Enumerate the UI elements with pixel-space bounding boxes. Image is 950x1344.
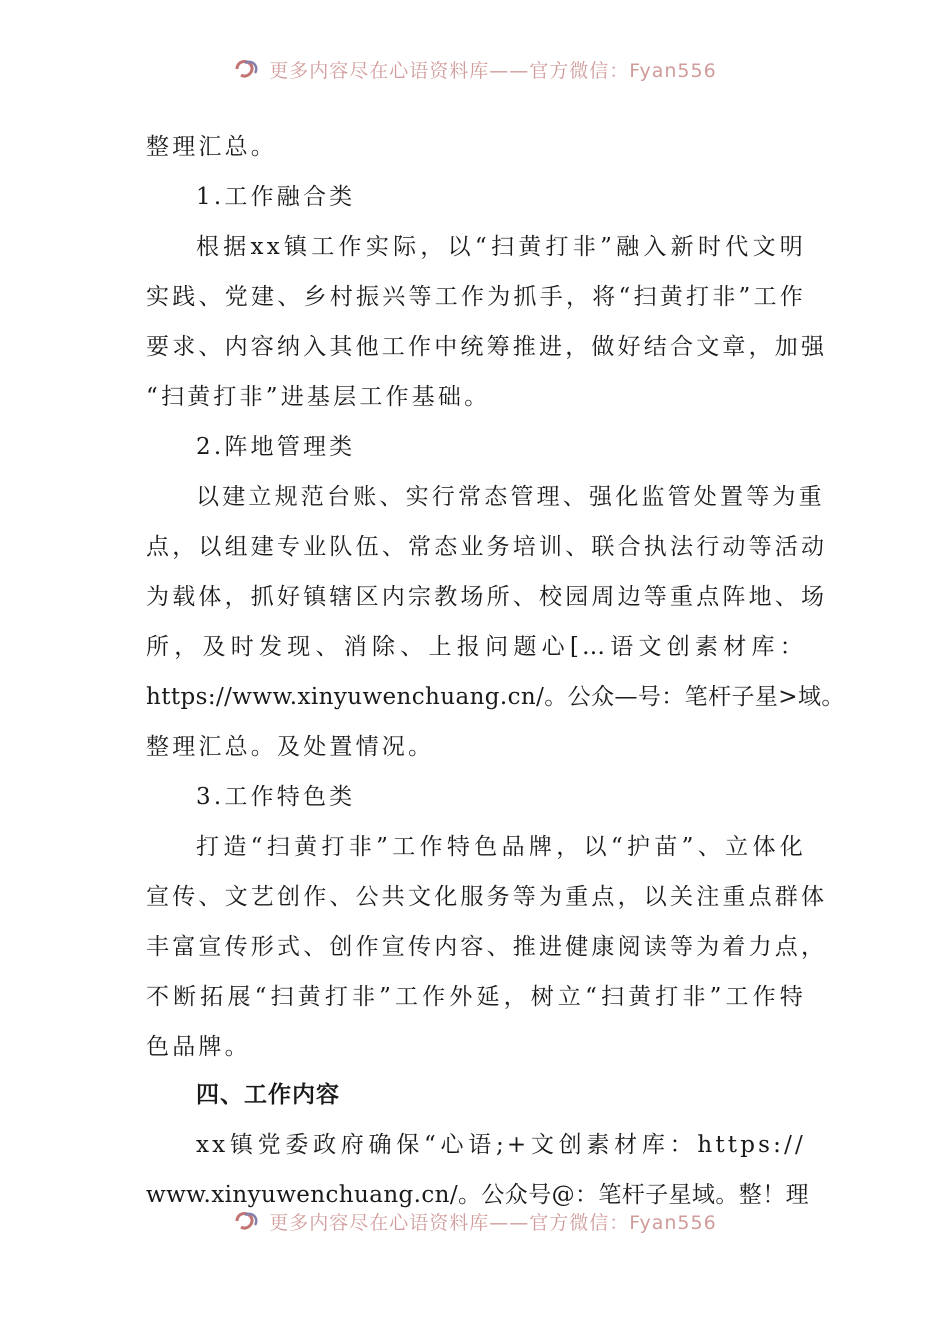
- section-title: 2.阵地管理类: [196, 434, 356, 460]
- text-line: 根据xx镇工作实际，以“扫黄打非”融入新时代文明: [196, 234, 806, 260]
- text-line: www.xinyuwenchuang.cn/。公众号@：笔杆子星域。整！理: [146, 1182, 810, 1208]
- section-title: 3.工作特色类: [196, 784, 356, 810]
- logo-icon: [233, 1209, 261, 1233]
- text-line: https://www.xinyuwenchuang.cn/。公众—号：笔杆子星>域。: [146, 684, 845, 710]
- section-title: 1.工作融合类: [196, 184, 356, 210]
- text-line: 所，及时发现、消除、上报问题心[…语文创素材库：: [146, 634, 806, 660]
- chapter-heading: 四、工作内容: [196, 1082, 340, 1108]
- text-line: 整理汇总。: [146, 134, 277, 160]
- text-line: 不断拓展“扫黄打非”工作外延，树立“扫黄打非”工作特: [146, 984, 806, 1010]
- text-line: 整理汇总。及处置情况。: [146, 734, 435, 760]
- watermark-footer: [0, 1206, 950, 1236]
- text-line: 丰富宣传形式、创作宣传内容、推进健康阅读等为着力点，: [146, 934, 828, 960]
- watermark-text: 更多内容尽在心语资料库——官方微信：Fyan556: [269, 59, 717, 82]
- watermark-header: [0, 54, 950, 84]
- text-line: “扫黄打非”进基层工作基础。: [146, 384, 491, 410]
- text-line: 要求、内容纳入其他工作中统筹推进，做好结合文章，加强: [146, 334, 828, 360]
- logo-icon: [233, 57, 261, 81]
- text-line: 色品牌。: [146, 1034, 251, 1060]
- text-line: 为载体，抓好镇辖区内宗教场所、校园周边等重点阵地、场: [146, 584, 828, 610]
- text-line: 以建立规范台账、实行常态管理、强化监管处置等为重: [196, 484, 825, 510]
- text-line: 打造“扫黄打非”工作特色品牌，以“护苗”、立体化: [196, 834, 806, 860]
- text-line: 点，以组建专业队伍、常态业务培训、联合执法行动等活动: [146, 534, 828, 560]
- watermark-text: 更多内容尽在心语资料库——官方微信：Fyan556: [269, 1211, 717, 1234]
- text-line: xx镇党委政府确保“心语;+文创素材库：https://: [196, 1132, 806, 1158]
- text-line: 宣传、文艺创作、公共文化服务等为重点，以关注重点群体: [146, 884, 828, 910]
- text-line: 实践、党建、乡村振兴等工作为抓手，将“扫黄打非”工作: [146, 284, 806, 310]
